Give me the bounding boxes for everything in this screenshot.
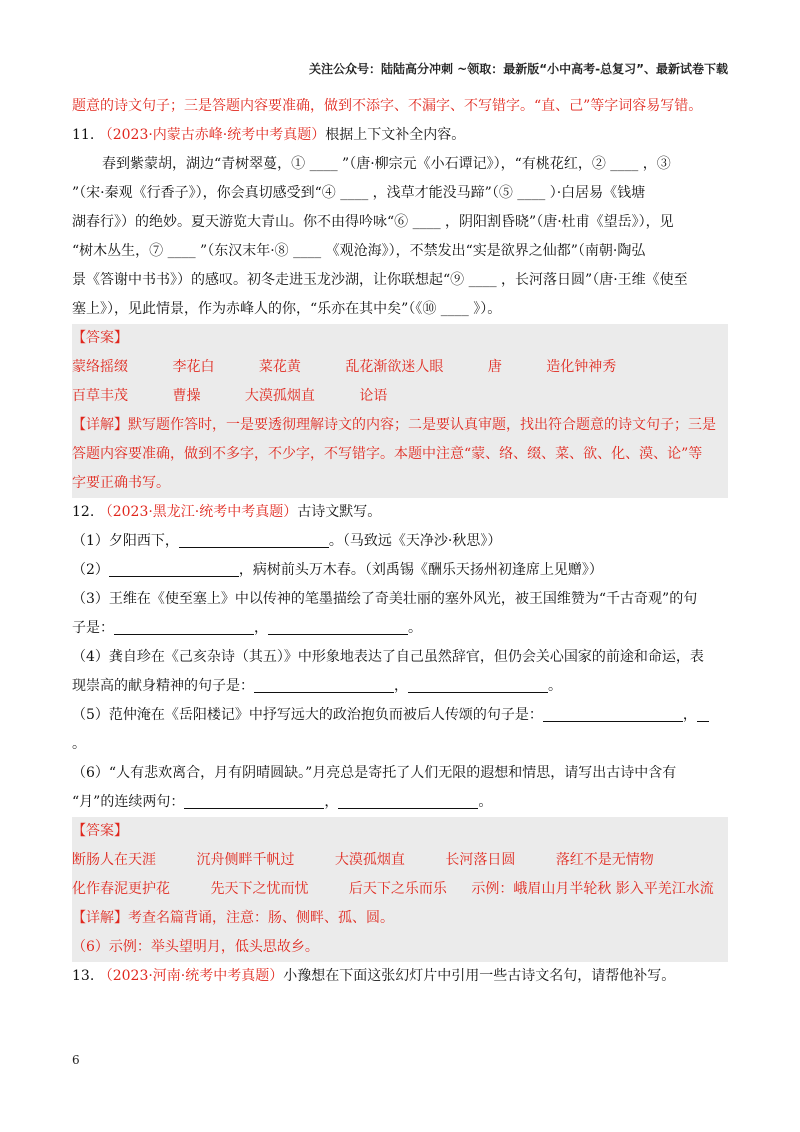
q12-item-1	[72, 527, 728, 556]
answer-blank[interactable]	[268, 618, 408, 635]
q12-item-4-line-2	[72, 672, 728, 701]
q12-item-text: （1）夕阳西下，	[72, 533, 179, 549]
q12-answer: 大漠孤烟直	[334, 852, 405, 868]
q11-number: 11.	[72, 127, 95, 143]
q12-item-text: ，病树前头万木春。（刘禹锡《酬乐天扬州初逢席上见赠》）	[238, 562, 603, 578]
answer-blank[interactable]	[543, 705, 683, 722]
q13-title	[72, 962, 728, 991]
q12-detail	[72, 904, 728, 933]
q12-answer: 后天下之乐而乐	[348, 881, 447, 897]
punctuation: 。	[548, 678, 562, 694]
q11-answer: 李花白	[172, 359, 215, 375]
q12-item-3-line-2	[72, 614, 728, 643]
q12-source: （2023·黑龙江·统考中考真题）	[98, 504, 298, 520]
q12-item-text: 子是：	[72, 620, 114, 636]
answer-blank[interactable]	[109, 560, 239, 577]
q12-answer: 落红不是无情物	[555, 852, 654, 868]
q11-detail-1	[72, 411, 728, 440]
q12-item-text: （2）	[72, 562, 109, 578]
q12-answer-box	[72, 817, 728, 962]
q11-answer: 唐	[487, 359, 502, 375]
q12-answer: 长河落日圆	[445, 852, 516, 868]
q11-source: （2023·内蒙古赤峰·统考中考真题）	[98, 127, 326, 143]
q12-answers-row-2	[72, 875, 728, 904]
q12-answer: 断肠人在天涯	[72, 852, 156, 868]
q12-answer: 化作春泥更护花	[72, 881, 170, 897]
q11-answer: 曹操	[172, 388, 201, 404]
q11-answer-box	[72, 324, 728, 498]
q11-answer: 大漠孤烟直	[244, 388, 315, 404]
q11-answer: 论语	[359, 388, 388, 404]
q11-title	[72, 121, 728, 150]
punctuation: 。	[478, 794, 493, 810]
q12-detail-label: 【详解】	[72, 910, 128, 926]
punctuation: ，	[324, 794, 339, 810]
q13-number: 13.	[72, 968, 95, 984]
q11-line-1: 春到紫蒙胡，湖边“青树翠蔓，① ____ ”（唐·柳宗元《小石谭记》），“有桃花红，② ____ ，③	[102, 156, 671, 172]
q11-prompt: 根据上下文补全内容。	[325, 127, 466, 143]
q12-item-text: 现崇高的献身精神的句子是：	[72, 678, 254, 694]
q11-detail-3: 字要正确书写。	[72, 475, 170, 491]
q12-item-5-line-1	[72, 701, 728, 730]
q12-item-4-line-1: （4）龚自珍在《己亥杂诗（其五）》中形象地表达了自己虽然辞官，但仍会关心国家的前途和命运，表	[72, 649, 704, 665]
punctuation: ，	[394, 678, 408, 694]
answer-blank[interactable]	[408, 676, 548, 693]
q11-answer: 造化钟神秀	[546, 359, 617, 375]
q12-number: 12.	[72, 504, 95, 520]
q11-answer: 蒙络摇缀	[72, 359, 128, 375]
q11-answer-label: 【答案】	[72, 330, 128, 346]
q12-detail-text: 考查名篇背诵，注意：肠、侧畔、孤、圆。	[128, 910, 394, 926]
q13-prompt: 小豫想在下面这张幻灯片中引用一些古诗文名句，请帮他补写。	[283, 968, 676, 984]
q11-detail-text: 默写题作答时，一是要透彻理解诗文的内容；二是要认真审题，找出符合题意的诗文句子；三是	[128, 417, 716, 433]
q12-item-text: “月”的连续两句：	[72, 794, 185, 810]
page-number: 6	[72, 1053, 80, 1067]
punctuation: ，	[254, 620, 268, 636]
page-header: 关注公众号：陆陆高分冲刺 ~领取：最新版“小中高考-总复习”、最新试卷下载	[309, 62, 728, 76]
page-body	[72, 92, 728, 991]
q12-answers-row-1	[72, 846, 728, 875]
q11-answers-row-1	[72, 353, 728, 382]
q12-item-text: （5）范仲淹在《岳阳楼记》中抒写远大的政治抱负而被后人传颂的句子是：	[72, 707, 543, 723]
q11-detail-2: 答题内容要准确，做到不多字，不少字，不写错字。本题中注意“蒙、络、缀、菜、欲、化、漠、论”等	[72, 446, 703, 462]
q12-item-5-line-2: 。	[72, 736, 86, 752]
punctuation: ，	[682, 707, 697, 723]
answer-blank[interactable]	[114, 618, 254, 635]
q12-item-text: 。（马致远《天净沙·秋思》）	[328, 533, 502, 549]
q12-title	[72, 498, 728, 527]
q11-line-5: 景《答谢中书书》）的感叹。初冬走进玉龙沙湖，让你联想起“⑨ ____ ，长河落日圆”（唐·王维《使至	[72, 272, 688, 288]
q11-line-4: “树木丛生，⑦ ____ ”（东汉末年·⑧ ____ 《观沧海》），不禁发出“实是欲界之仙都”（南朝·陶弘	[72, 243, 646, 259]
q11-detail-label: 【详解】	[72, 417, 128, 433]
q12-item-2	[72, 556, 728, 585]
q12-item-6-line-1: （6）“人有悲欢离合，月有阴晴圆缺。”月亮总是寄托了人们无限的遐想和情思，请写出古诗中含有	[72, 765, 677, 781]
answer-blank[interactable]	[254, 676, 394, 693]
q12-item-6-line-2	[72, 788, 728, 817]
q11-line-2: ”（宋·秦观《行香子》），你会真切感受到“④ ____ ，浅草才能没马蹄”（⑤ ____ ）·白居易《钱塘	[72, 185, 646, 201]
q12-prompt: 古诗文默写。	[297, 504, 382, 520]
q11-answer: 乱花渐欲迷人眼	[345, 359, 444, 375]
answer-blank[interactable]	[179, 531, 329, 548]
q12-answer: 先天下之忧而忧	[210, 881, 309, 897]
q11-line-6: 塞上》），见此情景，作为赤峰人的你，“乐亦在其中矣”（《⑩ ____ 》）。	[72, 301, 502, 317]
q12-item-3-line-1: （3）王维在《使至塞上》中以传神的笔墨描绘了奇美壮丽的塞外风光，被王国维赞为“千古奇观”的句	[72, 591, 698, 607]
q11-answer: 百草丰茂	[72, 388, 128, 404]
q12-detail-example: （6）示例：举头望明月，低头思故乡。	[72, 939, 319, 955]
q11-line-3: 湖春行》）的绝妙。夏天游览大青山。你不由得吟咏“⑥ ____ ，阴阳割昏晓”（唐·杜甫《望岳》），见	[72, 214, 674, 230]
answer-blank[interactable]	[338, 792, 478, 809]
top-line: 题意的诗文句子；三是答题内容要准确，做到不添字、不漏字、不写错字。“直、己”等字词容易写错。	[72, 98, 703, 114]
answer-blank[interactable]	[184, 792, 324, 809]
q11-answers-row-2	[72, 382, 728, 411]
answer-blank[interactable]	[697, 705, 709, 722]
punctuation: 。	[408, 620, 422, 636]
q11-answer: 菜花黄	[258, 359, 301, 375]
q12-answer-label: 【答案】	[72, 823, 128, 839]
q12-answer: 示例：峨眉山月半轮秋 影入平羌江水流	[471, 881, 714, 897]
q13-source: （2023·河南·统考中考真题）	[98, 968, 284, 984]
q12-answer: 沉舟侧畔千帆过	[196, 852, 295, 868]
